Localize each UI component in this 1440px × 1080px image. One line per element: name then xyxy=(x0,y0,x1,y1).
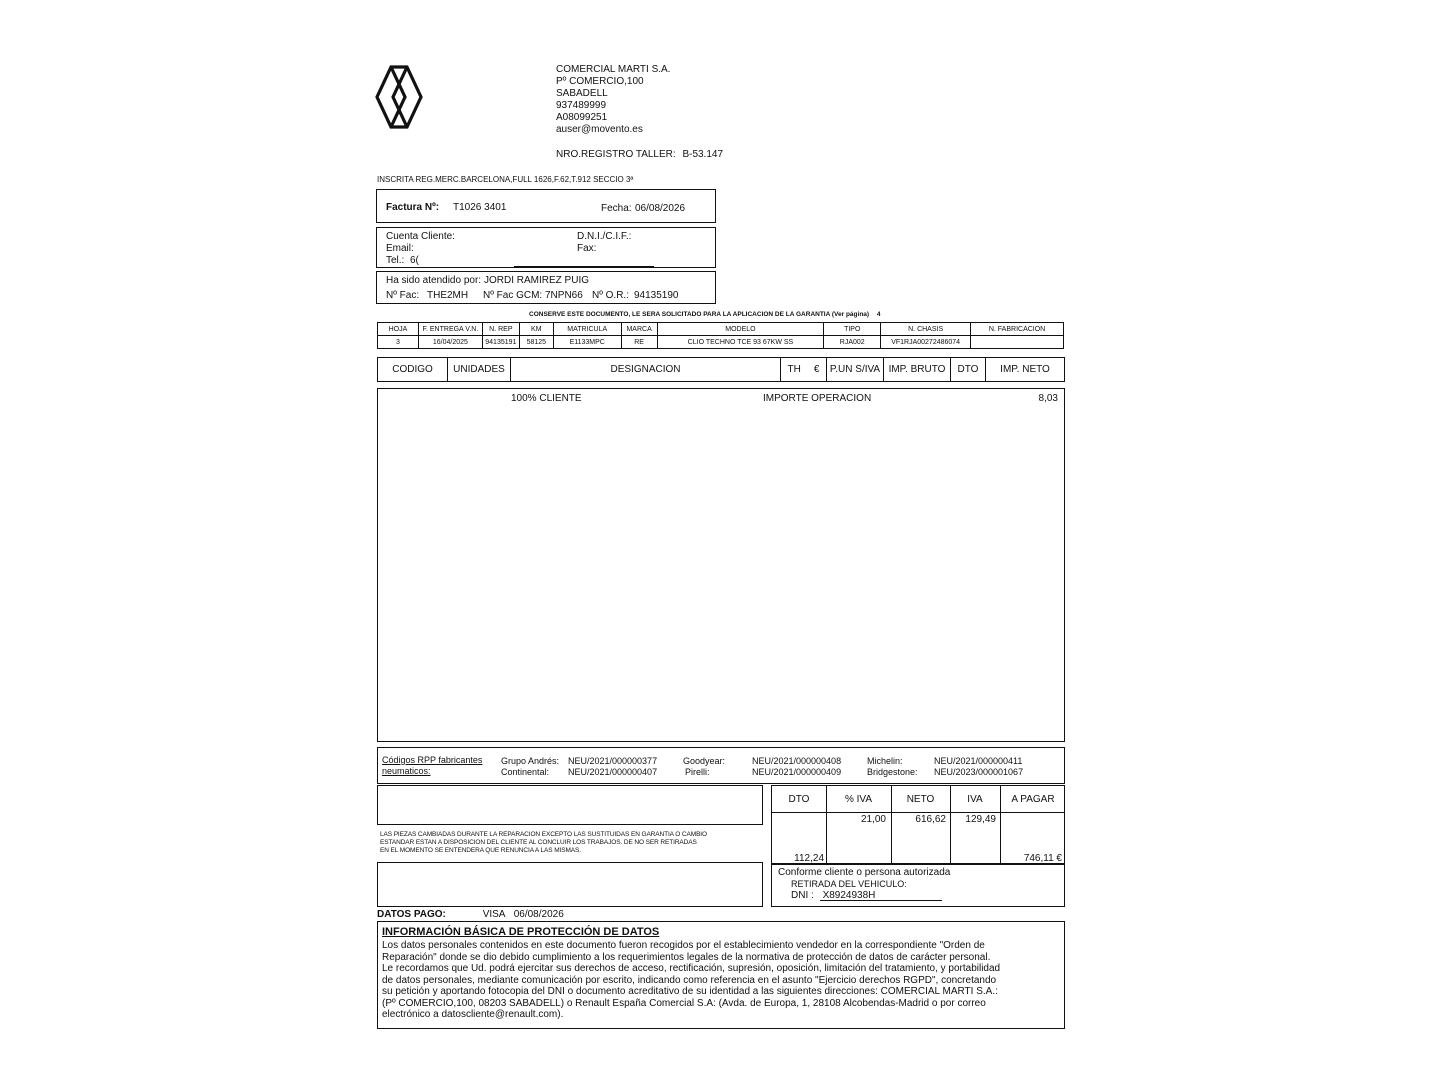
item-designacion: 100% CLIENTE xyxy=(511,393,582,404)
header-codigo: CODIGO xyxy=(378,358,448,381)
privacy-line: Reparación" donde se dio debido cumplimiento a los requerimientos legales de la normativa de protección de datos de carácter personal. xyxy=(382,951,991,963)
header-th-label: TH xyxy=(787,364,801,375)
item-row xyxy=(378,393,1064,407)
vehicle-header-cell: F. ENTREGA V.N. xyxy=(418,323,482,336)
registro-taller-value: B-53.147 xyxy=(682,149,724,160)
header-pun: P.UN S/IVA xyxy=(827,358,884,381)
datos-pago xyxy=(377,909,564,921)
rpp-entry-code: NEU/2021/000000409 xyxy=(752,767,842,777)
header-dto: DTO xyxy=(951,358,986,381)
totals-dto: 112,24 xyxy=(794,853,824,864)
conforme-signature-line xyxy=(820,900,942,901)
attention-box xyxy=(376,271,716,304)
rpp-entry-name: Pirelli: xyxy=(685,767,710,777)
header-designacion: DESIGNACION xyxy=(511,358,781,381)
tel-underline xyxy=(514,266,654,267)
item-importe-label: IMPORTE OPERACION xyxy=(763,393,872,404)
privacy-line: Le recordamos que Ud. podrá ejercitar sus derechos de acceso, rectificación, supresión, oposición, limitación del tratamiento, y portabilidad xyxy=(382,963,1001,974)
rpp-entry-name: Grupo Andrés: xyxy=(501,756,560,766)
nfac-value: THE2MH xyxy=(427,290,469,301)
tel-label: Tel.: xyxy=(386,255,405,266)
datos-pago-date: 06/08/2026 xyxy=(513,909,564,920)
fecha-label: Fecha: xyxy=(601,203,632,214)
totals-header-neto: NETO xyxy=(906,794,935,805)
blank-box-bottom xyxy=(377,862,763,907)
vehicle-header-cell: N. FABRICACION xyxy=(971,323,1064,336)
totals-header-divider xyxy=(772,812,1064,813)
vehicle-value-cell: 94135191 xyxy=(482,336,519,349)
totals-a-pagar: 746,11 € xyxy=(1023,853,1062,864)
conforme-dni-label: DNI : xyxy=(791,890,814,901)
client-box xyxy=(376,227,716,268)
totals-header-pct-iva: % IVA xyxy=(844,794,873,805)
datos-pago-method: VISA xyxy=(482,909,505,920)
privacy-line: (Pº COMERCIO,100, 08203 SABADELL) o Renault España Comercial S.A: (Avda. de Europa, 1, 28108 Alcobendas-Madrid o por correo xyxy=(382,997,986,1009)
atendido-label: Ha sido atendido por: xyxy=(386,275,482,286)
totals-pct-iva: 21,00 xyxy=(860,814,886,825)
rpp-entry-code: NEU/2021/000000411 xyxy=(934,756,1023,766)
items-header xyxy=(377,357,1065,382)
rpp-label xyxy=(382,755,482,777)
inscrita-text: INSCRITA REG.MERC.BARCELONA,FULL 1626,F.62,T.912 SECCIO 3ª xyxy=(377,175,634,184)
totals-header-a-pagar: A PAGAR xyxy=(1011,794,1055,805)
vehicle-header-cell: N. CHASIS xyxy=(881,323,971,336)
conforme-box xyxy=(771,864,1065,907)
company-city: SABADELL xyxy=(556,88,608,99)
totals-header-iva: IVA xyxy=(967,794,983,805)
factura-number: T1026 3401 xyxy=(453,202,507,213)
atendido-value: JORDI RAMIREZ PUIG xyxy=(484,275,590,286)
vehicle-value-cell: 3 xyxy=(378,336,419,349)
conforme-line2: RETIRADA DEL VEHICULO: xyxy=(791,879,907,889)
vehicle-value-cell: 16/04/2025 xyxy=(418,336,482,349)
vehicle-header-cell: MODELO xyxy=(657,323,824,336)
vehicle-value-row xyxy=(378,336,1064,349)
vehicle-header-cell: N. REP xyxy=(482,323,519,336)
privacy-text xyxy=(382,940,1000,1021)
registro-taller xyxy=(556,149,723,161)
rpp-entry-code: NEU/2021/000000407 xyxy=(568,767,658,777)
item-imp-neto: 8,03 xyxy=(1038,393,1058,404)
privacy-line: de datos personales, mediante comunicación por escrito, indicando como referencia en el asunto "Ejercicio derechos RGPD", concretando xyxy=(382,974,997,986)
company-phone: 937489999 xyxy=(556,100,607,111)
rpp-entry-code: NEU/2021/000000377 xyxy=(568,756,658,766)
vehicle-value-cell: RJA002 xyxy=(824,336,881,349)
totals-iva: 129,49 xyxy=(965,814,996,825)
items-body xyxy=(377,388,1065,742)
piezas-note-line: ESTANDAR ESTAN A DISPOSICION DEL CLIENTE AL CONCLUIR LOS TRABAJOS. DE NO SER RETIRADAS xyxy=(380,839,697,846)
vehicle-table xyxy=(377,322,1064,349)
header-imp-bruto: IMP. BRUTO xyxy=(884,358,951,381)
rpp-label-line2: neumaticos: xyxy=(382,766,431,776)
registro-taller-label: NRO.REGISTRO TALLER: xyxy=(556,149,676,160)
renault-logo xyxy=(374,64,424,130)
blank-box-top xyxy=(377,785,763,825)
vehicle-header-row xyxy=(378,323,1064,336)
fax-label: Fax: xyxy=(577,243,597,254)
totals-table xyxy=(771,785,1065,864)
rpp-entry-name: Bridgestone: xyxy=(867,767,918,777)
conserve-note-text: CONSERVE ESTE DOCUMENTO, LE SERA SOLICITADO PARA LA APLICACION DE LA GARANTIA (Ver página) xyxy=(529,311,870,318)
fecha-value: 06/08/2026 xyxy=(635,203,686,214)
vehicle-header-cell: TIPO xyxy=(824,323,881,336)
email-label: Email: xyxy=(386,243,414,254)
conserve-note-page: 4 xyxy=(876,311,881,318)
vehicle-value-cell xyxy=(971,336,1064,349)
tel-value: 6( xyxy=(410,255,419,266)
cuenta-label: Cuenta Cliente: xyxy=(386,231,455,242)
vehicle-value-cell: CLIO TECHNO TCE 93 67KW SS xyxy=(657,336,824,349)
privacy-title: INFORMACIÓN BÁSICA DE PROTECCIÓN DE DATOS xyxy=(382,926,660,938)
header-unidades: UNIDADES xyxy=(448,358,511,381)
factura-label: Factura Nº: xyxy=(386,202,440,213)
vehicle-header-cell: KM xyxy=(519,323,553,336)
company-cif: A08099251 xyxy=(556,112,608,123)
gcm-value: 7NPN66 xyxy=(545,290,583,301)
vehicle-value-cell: E1133MPC xyxy=(553,336,621,349)
rpp-entry-code: NEU/2021/000000408 xyxy=(752,756,842,766)
privacy-line: Los datos personales contenidos en este documento fueron recogidos por el establecimiento vendedor en la correspondiente "Orden de xyxy=(382,940,985,951)
totals-neto: 616,62 xyxy=(915,814,946,825)
piezas-note-line: LAS PIEZAS CAMBIADAS DURANTE LA REPARACION EXCEPTO LAS SUSTITUIDAS EN GARANTIA O CAMBIO xyxy=(380,831,707,838)
company-block xyxy=(556,64,670,136)
conforme-line1: Conforme cliente o persona autorizada xyxy=(778,867,951,878)
header-currency: € xyxy=(813,364,820,375)
vehicle-value-cell: VF1RJA00272486074 xyxy=(881,336,971,349)
vehicle-header-cell: HOJA xyxy=(378,323,419,336)
header-imp-neto: IMP. NETO xyxy=(1000,364,1050,375)
vehicle-header-cell: MARCA xyxy=(621,323,657,336)
dni-label: D.N.I./C.I.F.: xyxy=(577,231,632,242)
rpp-entry-code: NEU/2023/000001067 xyxy=(934,767,1024,777)
invoice-box xyxy=(376,189,716,223)
rpp-entry-name: Goodyear: xyxy=(683,756,726,766)
vehicle-header-cell: MATRICULA xyxy=(553,323,621,336)
rpp-entry-name: Michelin: xyxy=(867,756,903,766)
gcm-label: Nº Fac GCM: xyxy=(483,290,543,301)
company-email: auser@movento.es xyxy=(556,124,643,135)
vehicle-value-cell: 58125 xyxy=(519,336,553,349)
nfac-label: Nº Fac: xyxy=(386,290,420,301)
privacy-line: electrónico a datoscliente@renault.com). xyxy=(382,1009,564,1020)
privacy-line: su petición y aportando fotocopia del DNI o documento acreditativo de su identidad a las siguientes direcciones: COMERCIAL MARTI S.A.: xyxy=(382,986,998,997)
or-value: 94135190 xyxy=(634,290,679,301)
privacy-box xyxy=(377,921,1065,1029)
vehicle-value-cell: RE xyxy=(621,336,657,349)
rpp-label-line1: Códigos RPP fabricantes xyxy=(382,755,483,765)
conserve-note xyxy=(529,311,881,319)
totals-header-dto: DTO xyxy=(788,794,810,805)
conforme-dni-value: X8924938H xyxy=(822,890,876,901)
rpp-entry-name: Continental: xyxy=(501,767,550,777)
piezas-note-line: EN EL MOMENTO SE ENTENDERA QUE RENUNCIA A LAS MISMAS. xyxy=(380,847,581,854)
piezas-note xyxy=(380,831,765,855)
company-address: Pº COMERCIO,100 xyxy=(556,76,644,87)
datos-pago-label: DATOS PAGO: xyxy=(377,909,446,920)
company-name: COMERCIAL MARTI S.A. xyxy=(556,64,671,75)
or-label: Nº O.R.: xyxy=(592,290,629,301)
header-th xyxy=(781,358,827,381)
rpp-box xyxy=(377,747,1065,784)
